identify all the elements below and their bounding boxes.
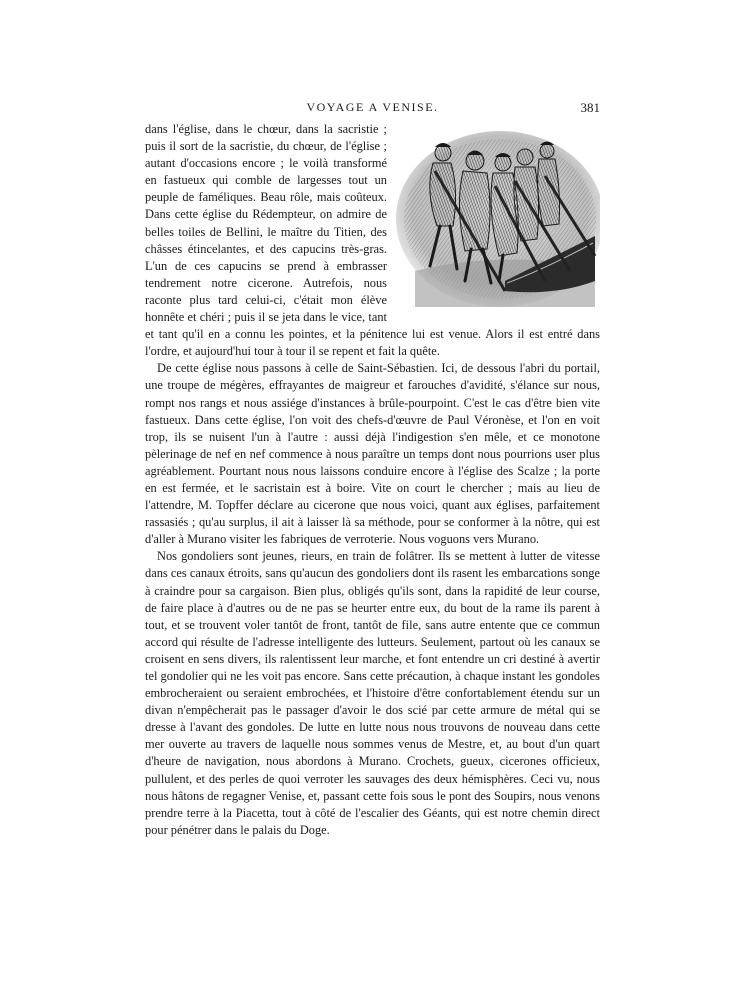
- paragraph-3: Nos gondoliers sont jeunes, rieurs, en train de folâtrer. Ils se mettent à lutter de vitesse dans ces canaux étroits, sans qu'aucun des gondoliers dont ils rasent les embarcations songe à craindre pour sa cargaison. Bien plus, obligés qu'ils sont, dans la rapidité de leur course, de faire place à d'autres ou de ne pas se heurter entre eux, du bout de la rame ils parent à tout, et se trouvent voler tantôt de front, tantôt de file, sans autre entente que ce commun accord qui résulte de l'adresse intelligente des lutteurs. Seulement, partout où les canaux se croisent en sens divers, ils ralentissent leur marche, et font entendre un cri destiné à avertir tel gondolier qui ne les voit pas encore. Sans cette précaution, à chaque instant les gondoles embrocheraient ou seraient embrochées, et l'histoire d'être confortablement étendu sur un divan n'empêcherait pas le passager d'avoir le dos scié par cette armure de métal qui se dresse à l'avant des gondoles. De lutte en lutte nous nous trouvons de nouveau dans cette mer ouverte au travers de laquelle nous sommes venus de Mestre, et, au bout d'un quart d'heure de navigation, nous abordons à Murano. Crochets, gueux, cicerones officieux, pullulent, et des perles de quoi verroter les sauvages des deux hémisphères. Ceci vu, nous nous hâtons de regagner Venise, et, passant cette fois sous le pont des Soupirs, nous venons prendre terre à la Piacetta, tout à côté de l'escalier des Géants, qui est notre chemin direct pour pénétrer dans le palais du Doge.: [145, 549, 600, 837]
- engraving-image: [395, 131, 600, 307]
- paragraph-1: dans l'église, dans le chœur, dans la sacristie ; puis il sort de la sacristie, du chœur, de l'église ; autant d'occasions encore ; le voilà transformé en fastueux qui comble de largesses tout un peuple de faméliques. Beau rôle, mais coûteux. Dans cette église du Rédempteur, on admire de belles toiles de Bellini, le maître du Titien, des châsses étincelantes, et des capucins très-gras. L'un de ces capucins se prend à embrasser tendrement notre cicerone. Autrefois, nous raconte plus tard celui-ci, c'était mon élève honnête et chéri ; puis il se jeta dans le vice, tant et tant qu'il en a connu les pointes, et la pénitence lui est venue. Alors il est entré dans l'ordre, et aujourd'hui tour à tour il se repent et fait la quête.: [145, 122, 600, 359]
- page-header: [145, 100, 600, 120]
- running-title: VOYAGE A VENISE.: [306, 100, 439, 114]
- gondoliers-engraving: [395, 131, 600, 307]
- page-number: 381: [580, 100, 600, 115]
- paragraph-2: De cette église nous passons à celle de Saint-Sébastien. Ici, de dessous l'abri du portail, une troupe de mégères, effrayantes de maigreur et farouches d'avidité, s'élance sur nous, rompt nos rangs et nous assiége d'instances à brûle-pourpoint. C'est le cas d'être bien vite fastueux. Dans cette église, l'on voit des chefs-d'œuvre de Paul Véronèse, et l'on en voit trop, ils se nuisent l'un à l'autre : aussi déjà l'indigestion s'en mêle, et ce monotone pèlerinage de nef en nef commence à nous paraître un temps dont nous pourrions user plus agréablement. Pourtant nous nous laissons conduire encore à l'église des Scalze ; la porte en est fermée, et le sacristain est à boire. Vite on court le chercher ; mais au lieu de l'attendre, M. Topffer déclare au cicerone que nous voici, quant aux églises, parfaitement rassasiés ; qu'au surplus, il ait à laisser là sa méthode, pour se conformer à la nôtre, qui est d'aller à Murano visiter les fabriques de verroterie. Nous voguons vers Murano.: [145, 361, 600, 547]
- body-text: [145, 121, 600, 839]
